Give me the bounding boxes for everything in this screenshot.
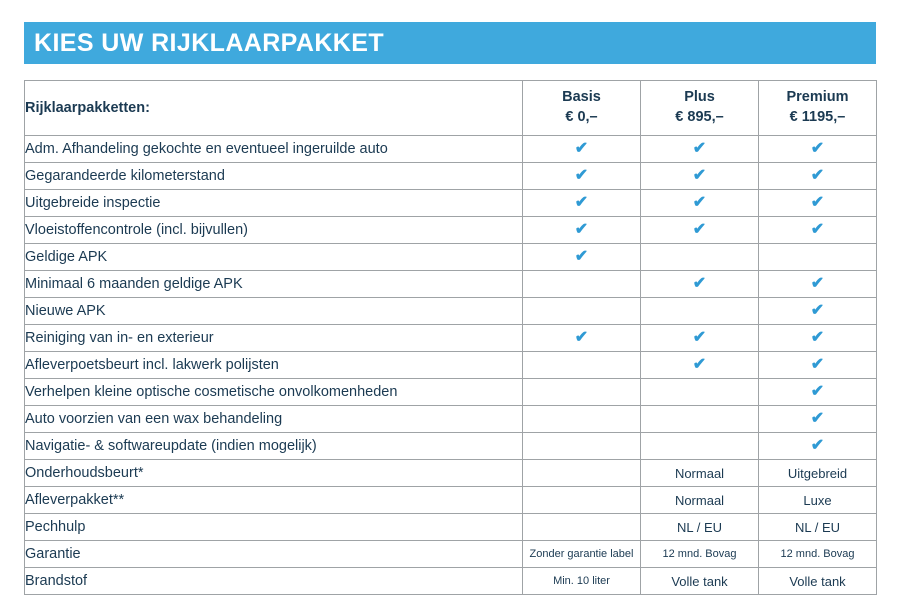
value-basis bbox=[523, 460, 641, 487]
feature-label: Navigatie- & softwareupdate (indien mogelijk) bbox=[25, 433, 523, 460]
check-icon: ✔ bbox=[574, 140, 589, 157]
table-row bbox=[25, 568, 877, 595]
column-price-basis: € 0,– bbox=[565, 109, 598, 125]
check-icon: ✔ bbox=[692, 275, 707, 292]
value-premium: 12 mnd. Bovag bbox=[759, 541, 877, 568]
check-plus bbox=[641, 163, 759, 190]
check-basis bbox=[523, 217, 641, 244]
table-row bbox=[25, 217, 877, 244]
value-basis bbox=[523, 298, 641, 325]
value-premium bbox=[759, 244, 877, 271]
check-icon: ✔ bbox=[692, 194, 707, 211]
feature-label: Pechhulp bbox=[25, 514, 523, 541]
check-icon: ✔ bbox=[810, 356, 825, 373]
check-plus bbox=[641, 271, 759, 298]
feature-label: Uitgebreide inspectie bbox=[25, 190, 523, 217]
check-icon: ✔ bbox=[692, 356, 707, 373]
value-basis bbox=[523, 487, 641, 514]
check-icon: ✔ bbox=[810, 302, 825, 319]
check-icon: ✔ bbox=[810, 221, 825, 238]
table-header-row bbox=[25, 81, 877, 136]
check-icon: ✔ bbox=[692, 140, 707, 157]
table-row bbox=[25, 406, 877, 433]
value-plus: Volle tank bbox=[641, 568, 759, 595]
column-price-plus: € 895,– bbox=[675, 109, 724, 125]
feature-label: Adm. Afhandeling gekochte en eventueel ingeruilde auto bbox=[25, 136, 523, 163]
check-premium bbox=[759, 298, 877, 325]
check-basis bbox=[523, 136, 641, 163]
value-plus bbox=[641, 379, 759, 406]
table-row bbox=[25, 298, 877, 325]
table-row bbox=[25, 379, 877, 406]
feature-label: Garantie bbox=[25, 541, 523, 568]
feature-label: Vloeistoffencontrole (incl. bijvullen) bbox=[25, 217, 523, 244]
value-premium: Luxe bbox=[759, 487, 877, 514]
check-icon: ✔ bbox=[574, 329, 589, 346]
check-plus bbox=[641, 325, 759, 352]
check-icon: ✔ bbox=[810, 167, 825, 184]
column-header-plus bbox=[641, 81, 759, 136]
package-comparison-table bbox=[24, 80, 877, 595]
page-banner bbox=[24, 22, 876, 64]
table-body bbox=[25, 136, 877, 595]
check-icon: ✔ bbox=[810, 140, 825, 157]
feature-label: Afleverpakket** bbox=[25, 487, 523, 514]
value-basis bbox=[523, 352, 641, 379]
feature-label: Verhelpen kleine optische cosmetische onvolkomenheden bbox=[25, 379, 523, 406]
check-premium bbox=[759, 271, 877, 298]
check-icon: ✔ bbox=[810, 275, 825, 292]
table-row bbox=[25, 541, 877, 568]
value-plus: Normaal bbox=[641, 487, 759, 514]
table-row bbox=[25, 433, 877, 460]
table-row bbox=[25, 487, 877, 514]
value-basis bbox=[523, 514, 641, 541]
page-title: KIES UW RIJKLAARPAKKET bbox=[34, 28, 385, 57]
value-basis: Min. 10 liter bbox=[523, 568, 641, 595]
feature-label: Minimaal 6 maanden geldige APK bbox=[25, 271, 523, 298]
column-name-premium: Premium bbox=[786, 89, 849, 106]
table-row bbox=[25, 136, 877, 163]
value-basis bbox=[523, 406, 641, 433]
value-premium: Volle tank bbox=[759, 568, 877, 595]
check-icon: ✔ bbox=[692, 221, 707, 238]
value-basis bbox=[523, 271, 641, 298]
check-premium bbox=[759, 190, 877, 217]
value-plus: NL / EU bbox=[641, 514, 759, 541]
check-basis bbox=[523, 190, 641, 217]
feature-column-header: Rijklaarpakketten: bbox=[25, 81, 523, 136]
feature-label: Afleverpoetsbeurt incl. lakwerk polijsten bbox=[25, 352, 523, 379]
feature-label: Nieuwe APK bbox=[25, 298, 523, 325]
check-premium bbox=[759, 352, 877, 379]
feature-label: Onderhoudsbeurt* bbox=[25, 460, 523, 487]
column-price-premium: € 1195,– bbox=[789, 109, 846, 125]
check-icon: ✔ bbox=[810, 437, 825, 454]
check-premium bbox=[759, 163, 877, 190]
check-icon: ✔ bbox=[810, 194, 825, 211]
value-plus bbox=[641, 298, 759, 325]
table-row bbox=[25, 352, 877, 379]
column-header-premium bbox=[759, 81, 877, 136]
table-row bbox=[25, 460, 877, 487]
column-name-basis: Basis bbox=[562, 89, 601, 106]
column-name-plus: Plus bbox=[684, 89, 715, 106]
check-premium bbox=[759, 136, 877, 163]
feature-label: Geldige APK bbox=[25, 244, 523, 271]
check-icon: ✔ bbox=[574, 167, 589, 184]
value-basis: Zonder garantie label bbox=[523, 541, 641, 568]
value-premium: NL / EU bbox=[759, 514, 877, 541]
check-basis bbox=[523, 325, 641, 352]
table-row bbox=[25, 163, 877, 190]
check-icon: ✔ bbox=[692, 167, 707, 184]
check-premium bbox=[759, 406, 877, 433]
check-premium bbox=[759, 325, 877, 352]
check-plus bbox=[641, 352, 759, 379]
table-row bbox=[25, 514, 877, 541]
check-icon: ✔ bbox=[810, 410, 825, 427]
check-icon: ✔ bbox=[574, 221, 589, 238]
check-plus bbox=[641, 217, 759, 244]
check-basis bbox=[523, 244, 641, 271]
table-row bbox=[25, 325, 877, 352]
table-row bbox=[25, 271, 877, 298]
feature-label: Reiniging van in- en exterieur bbox=[25, 325, 523, 352]
table-row bbox=[25, 244, 877, 271]
value-plus: 12 mnd. Bovag bbox=[641, 541, 759, 568]
value-plus bbox=[641, 433, 759, 460]
check-icon: ✔ bbox=[810, 383, 825, 400]
check-plus bbox=[641, 136, 759, 163]
check-basis bbox=[523, 163, 641, 190]
value-plus bbox=[641, 244, 759, 271]
check-premium bbox=[759, 379, 877, 406]
check-icon: ✔ bbox=[692, 329, 707, 346]
column-header-basis bbox=[523, 81, 641, 136]
feature-label: Gegarandeerde kilometerstand bbox=[25, 163, 523, 190]
check-icon: ✔ bbox=[574, 194, 589, 211]
value-premium: Uitgebreid bbox=[759, 460, 877, 487]
check-plus bbox=[641, 190, 759, 217]
feature-label: Auto voorzien van een wax behandeling bbox=[25, 406, 523, 433]
feature-label: Brandstof bbox=[25, 568, 523, 595]
value-basis bbox=[523, 433, 641, 460]
table-row bbox=[25, 190, 877, 217]
check-icon: ✔ bbox=[574, 248, 589, 265]
value-basis bbox=[523, 379, 641, 406]
value-plus bbox=[641, 406, 759, 433]
check-icon: ✔ bbox=[810, 329, 825, 346]
check-premium bbox=[759, 433, 877, 460]
value-plus: Normaal bbox=[641, 460, 759, 487]
check-premium bbox=[759, 217, 877, 244]
